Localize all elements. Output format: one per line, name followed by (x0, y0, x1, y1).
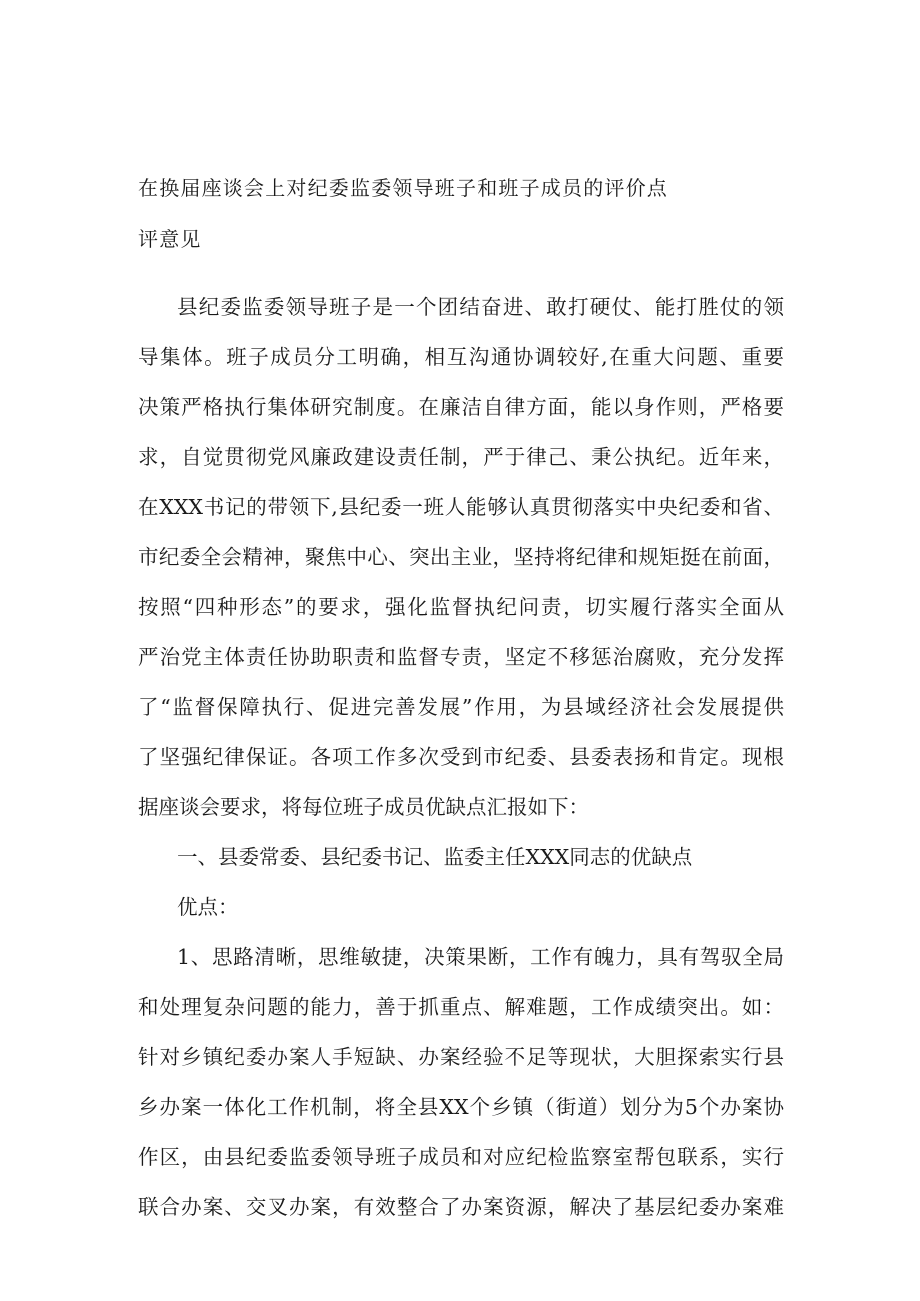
point1-line-2: 和处理复杂问题的能力，善于抓重点、解难题，工作成绩突出。如： (138, 995, 784, 1019)
intro-line-5: 在XXX书记的带领下,县纪委一班人能够认真贯彻落实中央纪委和省、 (138, 495, 784, 519)
intro-line-11: 据座谈会要求，将每位班子成员优缺点汇报如下： (138, 795, 589, 819)
intro-line-3: 决策严格执行集体研究制度。在廉洁自律方面，能以身作则，严格要 (138, 395, 784, 419)
point1-line-1: 1、思路清晰，思维敏捷，决策果断，工作有魄力，具有驾驭全局 (177, 945, 784, 969)
intro-line-10: 了坚强纪律保证。各项工作多次受到市纪委、县委表扬和肯定。现根 (138, 745, 784, 769)
intro-line-9: 了“监督保障执行、促进完善发展”作用，为县域经济社会发展提供 (138, 695, 784, 719)
intro-line-4: 求，自觉贯彻党风廉政建设责任制，严于律己、秉公执纪。近年来， (138, 445, 784, 469)
strengths-label: 优点： (177, 895, 239, 919)
point1-line-4: 乡办案一体化工作机制，将全县XX个乡镇（街道）划分为5个办案协 (138, 1095, 784, 1119)
section-heading: 一、县委常委、县纪委书记、监委主任XXX同志的优缺点 (177, 845, 693, 869)
point1-line-3: 针对乡镇纪委办案人手短缺、办案经验不足等现状，大胆探索实行县 (138, 1045, 784, 1069)
point1-line-5: 作区，由县纪委监委领导班子成员和对应纪检监察室帮包联系，实行 (138, 1145, 784, 1169)
intro-line-2: 导集体。班子成员分工明确，相互沟通协调较好,在重大问题、重要 (138, 345, 784, 369)
intro-line-6: 市纪委全会精神，聚焦中心、突出主业，坚持将纪律和规矩挺在前面， (138, 545, 784, 569)
intro-line-1: 县纪委监委领导班子是一个团结奋进、敢打硬仗、能打胜仗的领 (177, 295, 784, 319)
point1-line-6: 联合办案、交叉办案，有效整合了办案资源，解决了基层纪委办案难 (138, 1195, 784, 1219)
document-title-line-2: 评意见 (138, 227, 202, 251)
document-title-line-1: 在换届座谈会上对纪委监委领导班子和班子成员的评价点 (138, 176, 668, 200)
intro-line-7: 按照“四种形态”的要求，强化监督执纪问责，切实履行落实全面从 (138, 595, 784, 619)
intro-line-8: 严治党主体责任协助职责和监督专责，坚定不移惩治腐败，充分发挥 (138, 645, 784, 669)
